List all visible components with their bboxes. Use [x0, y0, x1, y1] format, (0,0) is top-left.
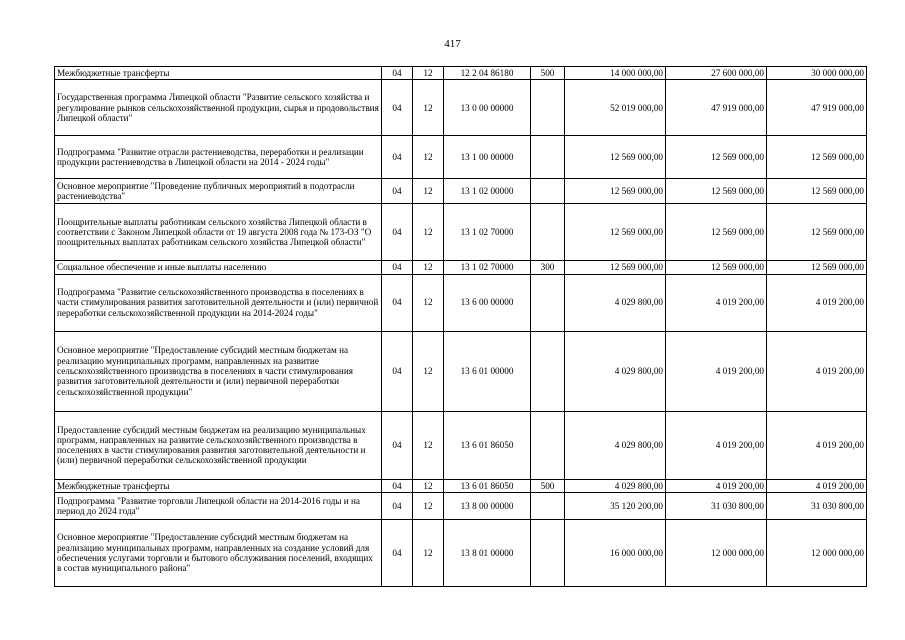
table-row [55, 136, 867, 179]
target-code-cell: 13 0 00 00000 [444, 80, 531, 136]
row-name-cell: Основное мероприятие "Предоставление субсидий местным бюджетам на реализацию муниципальных программ, направленных на создание условий для обеспечения услугами торговли и бытового обслуживания поселений, входящих в состав муниципального района" [55, 519, 382, 586]
expense-type-cell [531, 204, 565, 261]
expense-type-cell [531, 411, 565, 479]
expense-type-cell [531, 519, 565, 586]
target-code-cell: 13 8 01 00000 [444, 519, 531, 586]
expense-type-cell [531, 492, 565, 519]
amount-year2-cell: 47 919 000,00 [666, 80, 767, 136]
section-code-cell: 04 [382, 80, 413, 136]
amount-year3-cell: 12 569 000,00 [767, 204, 867, 261]
table-row [55, 519, 867, 586]
amount-year1-cell: 4 029 800,00 [565, 331, 666, 411]
amount-year2-cell: 12 000 000,00 [666, 519, 767, 586]
subsection-code-cell: 12 [413, 67, 444, 80]
amount-year3-cell: 31 030 800,00 [767, 492, 867, 519]
table-row [55, 331, 867, 411]
row-name-cell: Подпрограмма "Развитие сельскохозяйственного производства в поселениях в части стимулирования развития заготовительной деятельности и (или) первичной переработки сельскохозяйственной продукции на 2014-2024 годы" [55, 274, 382, 331]
expense-type-cell: 500 [531, 479, 565, 492]
row-name-cell: Межбюджетные трансферты [55, 67, 382, 80]
subsection-code-cell: 12 [413, 479, 444, 492]
table-row [55, 179, 867, 204]
expense-type-cell: 300 [531, 261, 565, 274]
subsection-code-cell: 12 [413, 204, 444, 261]
row-name-cell: Основное мероприятие "Предоставление субсидий местным бюджетам на реализацию муниципальных программ, направленных на развитие сельскохозяйственного производства в поселениях в части стимулирования развития заготовительной деятельности и (или) первичной переработки сельскохозяйственной продукции" [55, 331, 382, 411]
amount-year1-cell: 12 569 000,00 [565, 136, 666, 179]
row-name-cell: Подпрограмма "Развитие торговли Липецкой области на 2014-2016 годы и на период до 2024 года" [55, 492, 382, 519]
target-code-cell: 13 6 01 00000 [444, 331, 531, 411]
target-code-cell: 13 6 01 86050 [444, 411, 531, 479]
section-code-cell: 04 [382, 179, 413, 204]
amount-year2-cell: 27 600 000,00 [666, 67, 767, 80]
amount-year1-cell: 12 569 000,00 [565, 179, 666, 204]
amount-year3-cell: 12 569 000,00 [767, 136, 867, 179]
amount-year2-cell: 4 019 200,00 [666, 331, 767, 411]
expense-type-cell [531, 179, 565, 204]
target-code-cell: 13 1 02 00000 [444, 179, 531, 204]
amount-year1-cell: 14 000 000,00 [565, 67, 666, 80]
table-row [55, 261, 867, 274]
amount-year3-cell: 47 919 000,00 [767, 80, 867, 136]
amount-year1-cell: 12 569 000,00 [565, 261, 666, 274]
table-row [55, 274, 867, 331]
amount-year3-cell: 12 569 000,00 [767, 261, 867, 274]
amount-year2-cell: 12 569 000,00 [666, 179, 767, 204]
amount-year3-cell: 4 019 200,00 [767, 274, 867, 331]
subsection-code-cell: 12 [413, 179, 444, 204]
section-code-cell: 04 [382, 492, 413, 519]
row-name-cell: Подпрограмма "Развитие отрасли растениеводства, переработки и реализации продукции растениеводства в Липецкой области на 2014 - 2024 годы" [55, 136, 382, 179]
section-code-cell: 04 [382, 261, 413, 274]
amount-year2-cell: 31 030 800,00 [666, 492, 767, 519]
table-row [55, 411, 867, 479]
subsection-code-cell: 12 [413, 274, 444, 331]
subsection-code-cell: 12 [413, 80, 444, 136]
subsection-code-cell: 12 [413, 519, 444, 586]
section-code-cell: 04 [382, 519, 413, 586]
subsection-code-cell: 12 [413, 136, 444, 179]
budget-table [54, 66, 867, 587]
section-code-cell: 04 [382, 411, 413, 479]
amount-year1-cell: 16 000 000,00 [565, 519, 666, 586]
expense-type-cell [531, 80, 565, 136]
subsection-code-cell: 12 [413, 492, 444, 519]
amount-year2-cell: 4 019 200,00 [666, 411, 767, 479]
expense-type-cell: 500 [531, 67, 565, 80]
table-row [55, 479, 867, 492]
section-code-cell: 04 [382, 331, 413, 411]
table-row [55, 204, 867, 261]
target-code-cell: 13 8 00 00000 [444, 492, 531, 519]
section-code-cell: 04 [382, 136, 413, 179]
amount-year2-cell: 12 569 000,00 [666, 136, 767, 179]
amount-year1-cell: 52 019 000,00 [565, 80, 666, 136]
expense-type-cell [531, 274, 565, 331]
amount-year2-cell: 4 019 200,00 [666, 479, 767, 492]
amount-year1-cell: 4 029 800,00 [565, 274, 666, 331]
page-number: 417 [444, 38, 461, 50]
amount-year1-cell: 4 029 800,00 [565, 479, 666, 492]
amount-year1-cell: 4 029 800,00 [565, 411, 666, 479]
row-name-cell: Поощрительные выплаты работникам сельского хозяйства Липецкой области в соответствии с Законом Липецкой области от 19 августа 2008 года № 173-ОЗ "О поощрительных выплатах работникам сельского хозяйства Липецкой области" [55, 204, 382, 261]
amount-year2-cell: 4 019 200,00 [666, 274, 767, 331]
target-code-cell: 13 6 00 00000 [444, 274, 531, 331]
table-row [55, 80, 867, 136]
subsection-code-cell: 12 [413, 411, 444, 479]
table-row [55, 67, 867, 80]
section-code-cell: 04 [382, 479, 413, 492]
expense-type-cell [531, 136, 565, 179]
target-code-cell: 13 6 01 86050 [444, 479, 531, 492]
amount-year1-cell: 12 569 000,00 [565, 204, 666, 261]
amount-year3-cell: 30 000 000,00 [767, 67, 867, 80]
subsection-code-cell: 12 [413, 261, 444, 274]
row-name-cell: Государственная программа Липецкой области "Развитие сельского хозяйства и регулирование рынков сельскохозяйственной продукции, сырья и продовольствия Липецкой области" [55, 80, 382, 136]
amount-year2-cell: 12 569 000,00 [666, 204, 767, 261]
row-name-cell: Основное мероприятие "Проведение публичных мероприятий в подотрасли растениеводства" [55, 179, 382, 204]
row-name-cell: Межбюджетные трансферты [55, 479, 382, 492]
expense-type-cell [531, 331, 565, 411]
amount-year3-cell: 12 000 000,00 [767, 519, 867, 586]
section-code-cell: 04 [382, 67, 413, 80]
subsection-code-cell: 12 [413, 331, 444, 411]
section-code-cell: 04 [382, 274, 413, 331]
row-name-cell: Социальное обеспечение и иные выплаты населению [55, 261, 382, 274]
target-code-cell: 12 2 04 86180 [444, 67, 531, 80]
amount-year3-cell: 4 019 200,00 [767, 479, 867, 492]
target-code-cell: 13 1 02 70000 [444, 204, 531, 261]
amount-year1-cell: 35 120 200,00 [565, 492, 666, 519]
amount-year3-cell: 12 569 000,00 [767, 179, 867, 204]
amount-year3-cell: 4 019 200,00 [767, 411, 867, 479]
amount-year2-cell: 12 569 000,00 [666, 261, 767, 274]
amount-year3-cell: 4 019 200,00 [767, 331, 867, 411]
target-code-cell: 13 1 00 00000 [444, 136, 531, 179]
table-row [55, 492, 867, 519]
section-code-cell: 04 [382, 204, 413, 261]
target-code-cell: 13 1 02 70000 [444, 261, 531, 274]
row-name-cell: Предоставление субсидий местным бюджетам на реализацию муниципальных программ, направленных на развитие сельскохозяйственного производства в поселениях в части стимулирования развития заготовительной деятельности и (или) первичной переработки сельскохозяйственной продукции [55, 411, 382, 479]
